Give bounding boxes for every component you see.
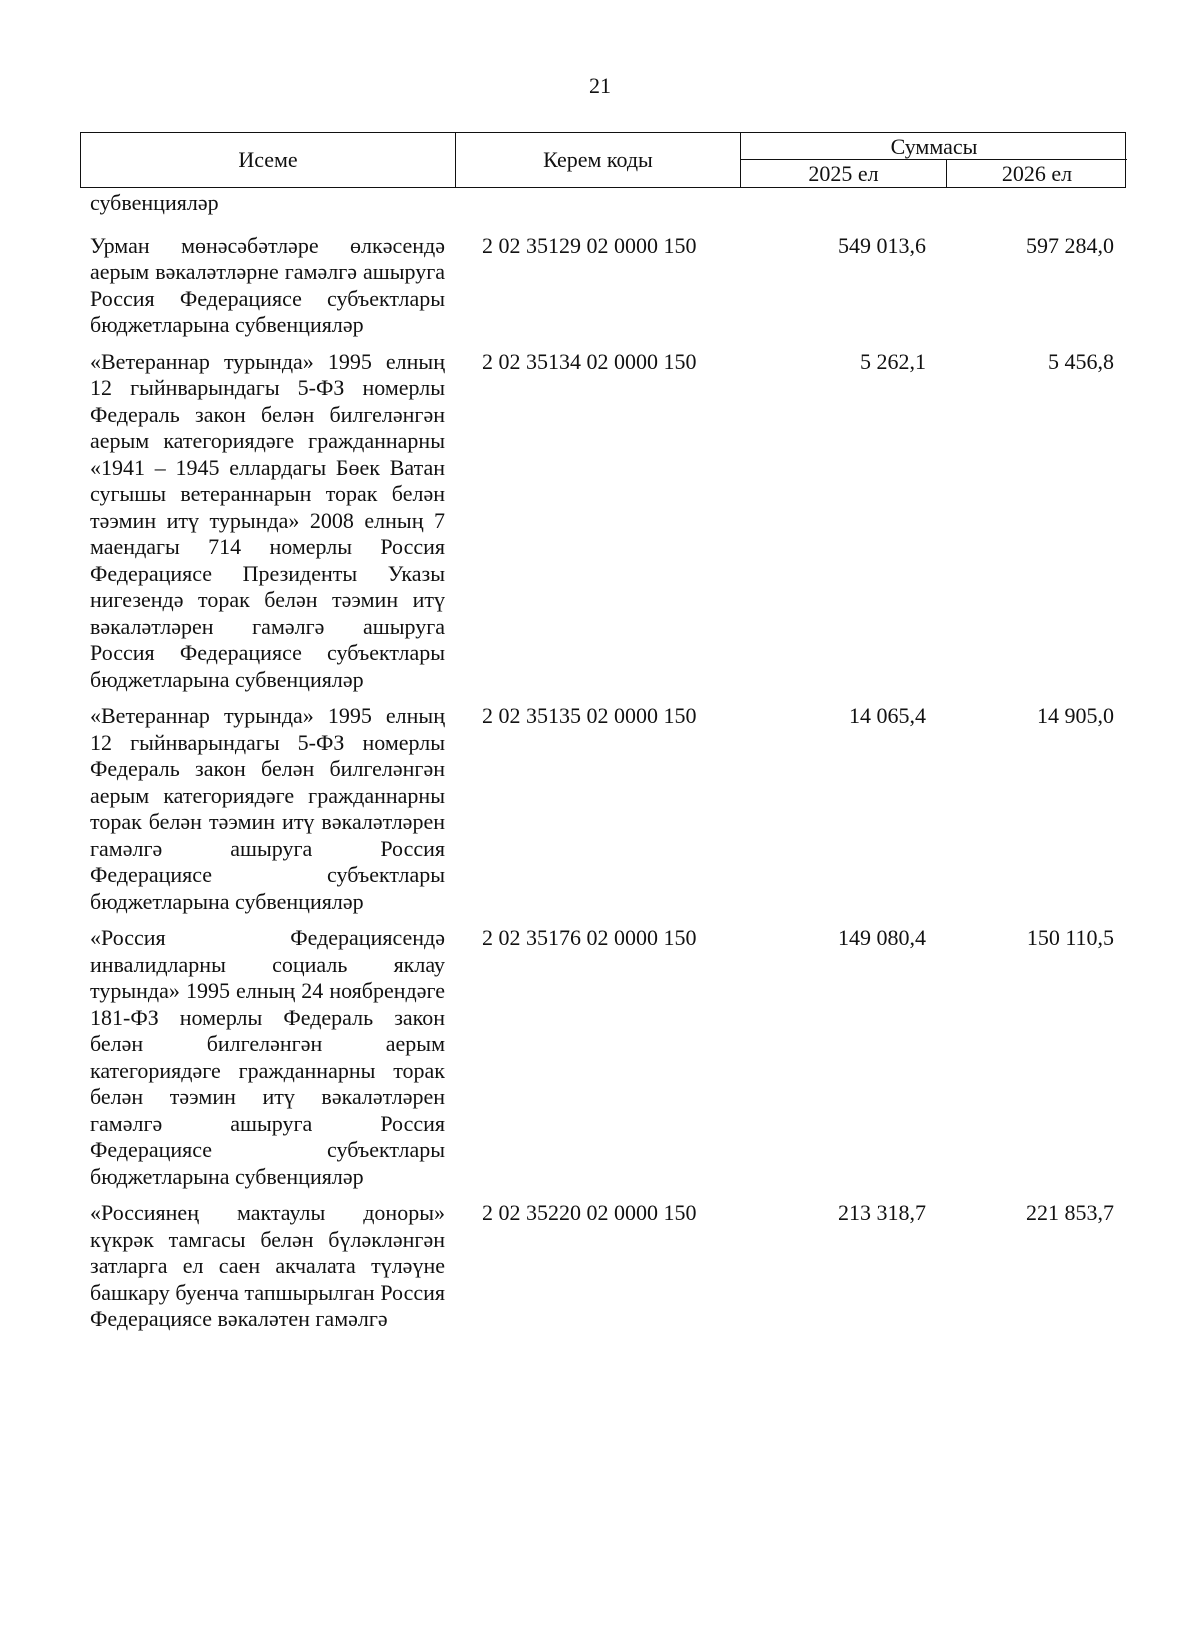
row-value-2025: 14 065,4 xyxy=(849,703,926,728)
column-header-code: Керем коды xyxy=(456,133,741,187)
row-value-2025: 149 080,4 xyxy=(838,925,926,950)
page-number: 21 xyxy=(589,73,611,98)
row-value-2025: 549 013,6 xyxy=(838,232,926,258)
row-code: 2 02 35134 02 0000 150 xyxy=(482,348,697,374)
row-code: 2 02 35129 02 0000 150 xyxy=(482,232,697,258)
column-header-year-2025: 2025 ел xyxy=(741,160,947,187)
row-value-2026: 5 456,8 xyxy=(1048,348,1114,374)
table-row xyxy=(0,703,1200,915)
row-code: 2 02 35135 02 0000 150 xyxy=(482,703,697,728)
row-name: субвенцияләр xyxy=(90,190,219,215)
row-name: «Россия Федерациясендә инвалидларны социаль яклау турында» 1995 елның 24 ноябрендәге 181-ФЗ номерлы Федераль закон белән билгеләнгән аерым категориядәге гражданнарны торак белән тәэмин итү вәкаләтләрен гамәлгә ашыруга Россия Федерациясе субъектлары бюджетларына субвенцияләр xyxy=(90,925,445,1189)
table-body xyxy=(0,190,1200,1343)
table-row xyxy=(0,349,1200,694)
table-row xyxy=(0,925,1200,1190)
row-name: «Ветераннар турында» 1995 елның 12 гыйнварындагы 5-ФЗ номерлы Федераль закон белән билгеләнгән аерым категориядәге гражданнарны торак белән тәэмин итү вәкаләтләрен гамәлгә ашыруга Россия Федерациясе субъектлары бюджетларына субвенцияләр xyxy=(90,703,445,914)
row-value-2025: 213 318,7 xyxy=(838,1200,926,1225)
row-name: «Россиянең мактаулы доноры» күкрәк тамгасы белән бүләкләнгән затларга ел саен акчалата түләүне башкару буенча тапшырылган Россия Федерациясе вәкаләтен гамәлгә xyxy=(90,1200,445,1331)
row-code: 2 02 35176 02 0000 150 xyxy=(482,925,697,950)
row-name: Урман мөнәсәбәтләре өлкәсендә аерым вәкаләтләрне гамәлгә ашыруга Россия Федерациясе субъектлары бюджетларына субвенцияләр xyxy=(90,232,445,337)
column-header-name: Исеме xyxy=(81,133,456,187)
row-value-2026: 221 853,7 xyxy=(1026,1200,1114,1225)
table-row xyxy=(0,233,1200,339)
table-row xyxy=(0,1200,1200,1333)
row-value-2026: 597 284,0 xyxy=(1026,232,1114,258)
table-row xyxy=(0,190,1200,217)
row-value-2026: 14 905,0 xyxy=(1037,703,1114,728)
row-value-2025: 5 262,1 xyxy=(860,348,926,374)
row-name: «Ветераннар турында» 1995 елның 12 гыйнварындагы 5-ФЗ номерлы Федераль закон белән билгеләнгән аерым категориядәге гражданнарны «1941 – 1945 еллардагы Бөек Ватан сугышы ветераннарын торак белән тәэмин итү турында» 2008 елның 7 маендагы 714 номерлы Россия Федерациясе Президенты Указы нигезендә торак белән тәэмин итү вәкаләтләрен гамәлгә ашыруга Россия Федерациясе субъектлары бюджетларына субвенцияләр xyxy=(90,348,445,692)
table-header xyxy=(80,132,1126,188)
column-header-sums: Суммасы xyxy=(741,133,1127,160)
row-code: 2 02 35220 02 0000 150 xyxy=(482,1200,697,1225)
row-value-2026: 150 110,5 xyxy=(1026,925,1114,950)
column-header-year-2026: 2026 ел xyxy=(1001,161,1073,186)
